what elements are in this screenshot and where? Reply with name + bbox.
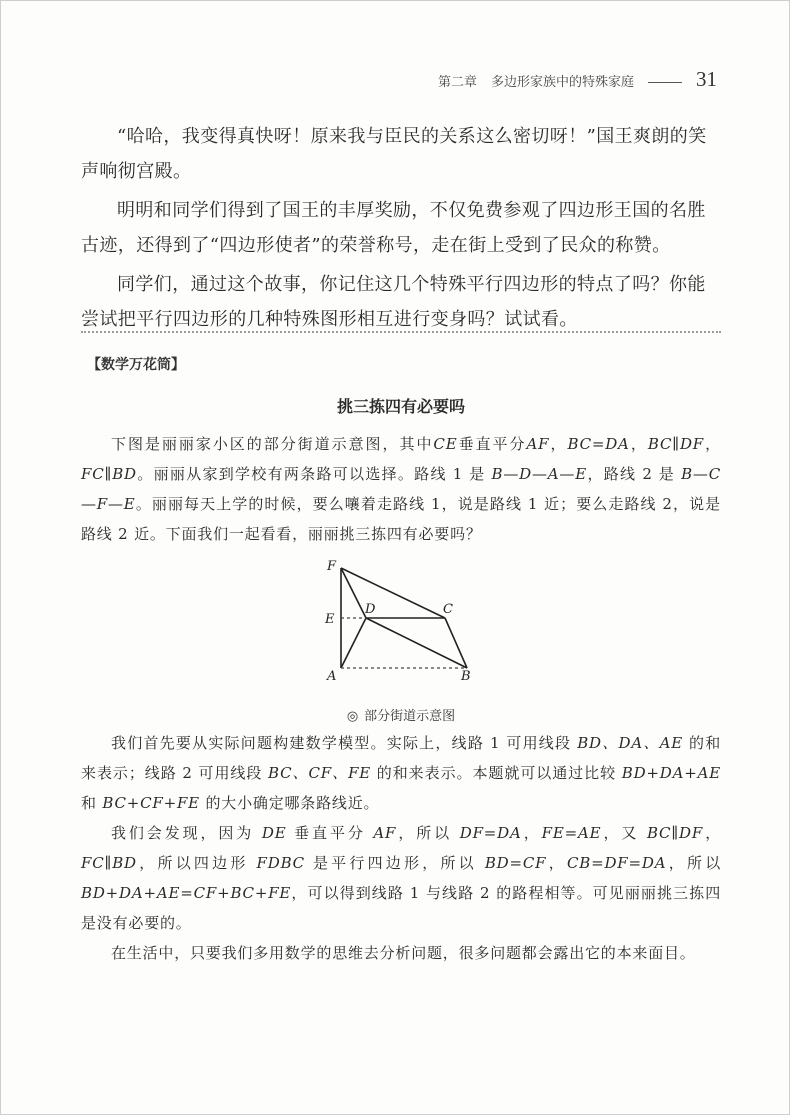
story-paragraph: 同学们，通过这个故事，你记住这几个特殊平行四边形的特点了吗？你能尝试把平行四边形的几种特殊图形相互进行变身吗？试试看。 — [81, 274, 706, 330]
street-diagram — [319, 556, 489, 688]
section-title: 挑三拣四有必要吗 — [336, 397, 465, 416]
page-number: 31 — [696, 67, 717, 91]
label-b: B — [461, 669, 471, 684]
header-rule — [648, 82, 682, 83]
segment-fd — [341, 568, 366, 618]
label-f: F — [327, 559, 337, 574]
segment-db — [366, 618, 467, 668]
segment-cb — [445, 618, 467, 668]
analysis-paragraph: 我们会发现，因为 DE 垂直平分 AF，所以 DF=DA，FE=AE，又 BC∥DF，FC∥BD，所以四边形 FDBC 是平行四边形，所以 BD=CF，CB=DF=DA，所以 BD+DA+AE=CF+BC+FE，可以得到线路 1 与线路 2 的路程相等。可见丽丽挑三拣四是没有必要的。 — [81, 824, 721, 932]
bullseye-icon: ◎ — [346, 709, 359, 724]
caption-text: 部分街道示意图 — [364, 709, 456, 724]
chapter-title: 多边形家族中的特殊家庭 — [490, 75, 634, 90]
section-label: 【数学万花筒】 — [87, 357, 185, 373]
story-paragraph: “哈哈，我变得真快呀！原来我与臣民的关系这么密切呀！”国王爽朗的笑声响彻宫殿。 — [81, 126, 707, 182]
segment-fc — [341, 568, 445, 618]
label-d: D — [365, 602, 376, 617]
problem-text — [81, 429, 721, 549]
label-e: E — [325, 612, 335, 627]
running-header — [438, 67, 717, 92]
story-text — [81, 119, 721, 341]
story-paragraph: 明明和同学们得到了国王的丰厚奖励，不仅免费参观了四边形王国的名胜古迹，还得到了“四边形使者”的荣誉称号，走在街上受到了民众的称赞。 — [81, 200, 706, 256]
figure-caption — [81, 705, 721, 724]
problem-paragraph: 下图是丽丽家小区的部分街道示意图，其中CE垂直平分AF，BC=DA，BC∥DF，FC∥BD。丽丽从家到学校有两条路可以选择。路线 1 是 B—D—A—E，路线 2 是 B—C—F—E。丽丽每天上学的时候，要么嚷着走路线 1，说是路线 1 近；要么走路线 2，说是路线 2 近。下面我们一起看看，丽丽挑三拣四有必要吗？ — [81, 435, 721, 543]
chapter-number: 第二章 — [437, 75, 477, 90]
segment-da — [341, 618, 366, 668]
analysis-text — [81, 728, 721, 968]
label-c: C — [443, 602, 453, 617]
section-divider — [81, 331, 721, 333]
analysis-paragraph: 在生活中，只要我们多用数学的思维去分析问题，很多问题都会露出它的本来面目。 — [111, 944, 696, 962]
analysis-paragraph: 我们首先要从实际问题构建数学模型。实际上，线路 1 可用线段 BD、DA、AE 的和来表示；线路 2 可用线段 BC、CF、FE 的和来表示。本题就可以通过比较 BD+DA+AE 和 BC+CF+FE 的大小确定哪条路线近。 — [81, 734, 722, 812]
label-a: A — [327, 669, 337, 684]
